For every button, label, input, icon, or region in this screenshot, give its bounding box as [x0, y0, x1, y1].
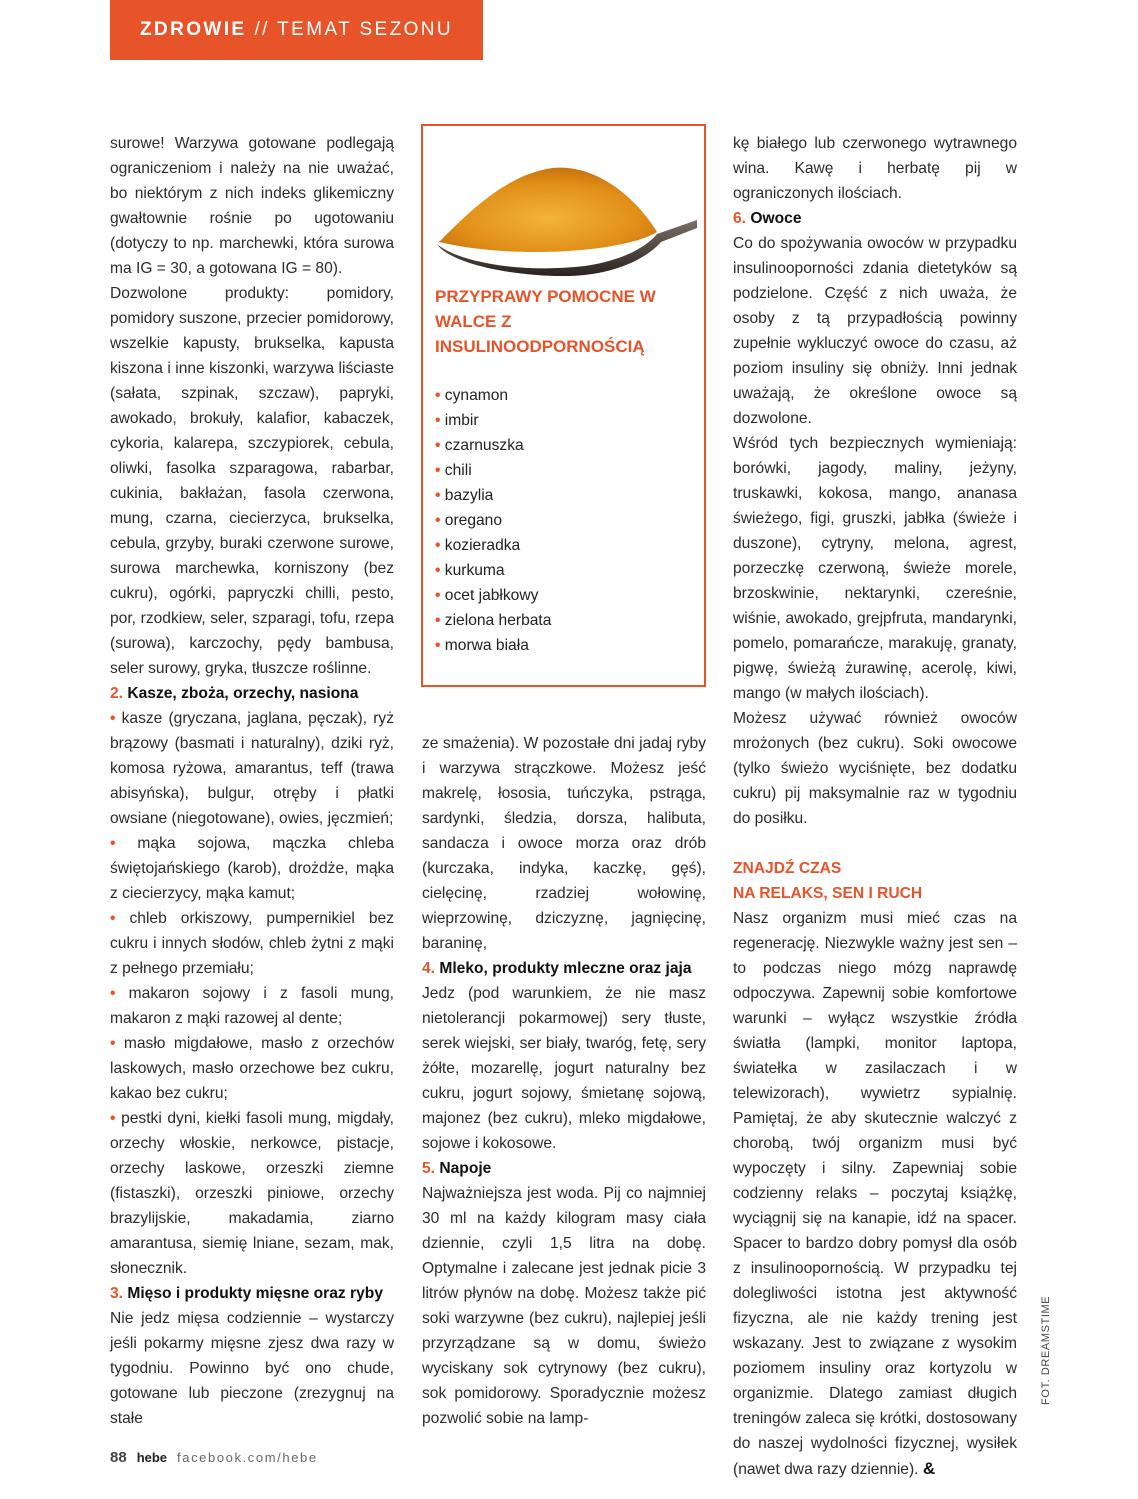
- section-topic: // TEMAT SEZONU: [254, 19, 454, 40]
- facebook-link[interactable]: facebook.com/hebe: [177, 1450, 318, 1465]
- column-3: [733, 131, 1017, 1482]
- turmeric-spoon-image: [435, 156, 697, 276]
- spices-sidebar: [421, 124, 706, 687]
- bullet-item: • mąka sojowa, mączka chleba świętojańskiego (karob), drożdże, mąka z ciecierzycy, mąka kamut;: [110, 831, 394, 906]
- bullet-item: • makaron sojowy i z fasoli mung, makaron z mąki razowej al dente;: [110, 981, 394, 1031]
- section-number: 4.: [422, 960, 436, 977]
- paragraph: kę białego lub czerwonego wytrawnego wina. Kawę i herbatę pij w ograniczonych ilościach.: [733, 135, 1017, 202]
- bullet-item: • pestki dyni, kiełki fasoli mung, migdały, orzechy włoskie, nerkowce, pistacje, orzechy laskowe, orzeszki ziemne (fistaszki), orzeszki piniowe, orzechy brazylijskie, makadamia, ziarno amarantusa, siemię lniane, sezam, mak, słonecznik.: [110, 1106, 394, 1281]
- list-item: • bazylia: [435, 483, 551, 508]
- section-title: Mięso i produkty mięsne oraz ryby: [127, 1285, 383, 1302]
- list-item: • cynamon: [435, 383, 551, 408]
- section-number: 3.: [110, 1285, 124, 1302]
- section-title: Mleko, produkty mleczne oraz jaja: [439, 960, 692, 977]
- paragraph: Co do spożywania owoców w przypadku insulinooporności zdania dietetyków są podzielone. Część z nich uważa, że osoby z tą przypadłością powinny zupełnie wykluczyć owoce do czasu, aż poziom insuliny się obniży. Inni jednak uważają, że określone owoce są dozwolone.: [733, 235, 1017, 427]
- section-header: [110, 0, 483, 60]
- page-footer: [110, 1449, 318, 1466]
- list-item: • zielona herbata: [435, 608, 551, 633]
- list-item: • ocet jabłkowy: [435, 583, 551, 608]
- list-item: • oregano: [435, 508, 551, 533]
- paragraph: Wśród tych bezpiecznych wymieniają: borówki, jagody, maliny, jeżyny, truskawki, kokosa, mango, ananasa świeżego, figi, gruszki, jabłka (świeże i duszone), cytryny, melona, agrest, porzeczkę czerwoną, świeże morele, brzoskwinie, nektarynki, czereśnie, wiśnie, awokado, grejpfruta, mandarynki, pomelo, pomarańcze, marakuję, granaty, pigwę, świeżą żurawinę, acerolę, kiwi, mango (w małych ilościach).: [733, 435, 1017, 702]
- sidebar-title: PRZYPRAWY POMOCNE W WALCE Z INSULINOODPORNOŚCIĄ: [435, 287, 656, 356]
- section-heading: [422, 956, 706, 981]
- magazine-name: hebe: [136, 1450, 168, 1465]
- section-heading: [733, 206, 1017, 231]
- section-heading: [422, 1156, 706, 1181]
- section-title: Napoje: [439, 1160, 492, 1177]
- paragraph: [733, 906, 1017, 1482]
- column-2: [422, 731, 706, 1431]
- list-item: • kozieradka: [435, 533, 551, 558]
- page-number: 88: [110, 1449, 127, 1466]
- relax-heading-line-1: ZNAJDŹ CZAS: [733, 860, 842, 877]
- list-item: • kurkuma: [435, 558, 551, 583]
- list-item: • czarnuszka: [435, 433, 551, 458]
- section-number: 6.: [733, 210, 747, 227]
- relax-heading-line-2: NA RELAKS, SEN I RUCH: [733, 885, 923, 902]
- list-item: • morwa biała: [435, 633, 551, 658]
- paragraph: surowe! Warzywa gotowane podlegają ograniczeniom i należy na nie uważać, bo niektórym z nich indeks glikemiczny gwałtownie rośnie po ugotowaniu (dotyczy to np. marchewki, która surowa ma IG = 30, a gotowana IG = 80).: [110, 135, 394, 277]
- section-number: 2.: [110, 685, 124, 702]
- section-label: ZDROWIE: [139, 19, 247, 40]
- turmeric-powder: [439, 168, 657, 252]
- paragraph: Dozwolone produkty: pomidory, pomidory suszone, przecier pomidorowy, wszelkie kapusty, brukselka, kapusta kiszona i inne kiszonki, warzywa liściaste (sałata, szpinak, szczaw), papryki, awokado, brokuły, kalafior, kabaczek, cykoria, kalarepa, szczypiorek, cebula, oliwki, fasolka szparagowa, rabarbar, cukinia, bakłażan, fasola czerwona, mung, czarna, ciecierzyca, brukselka, cebula, grzyby, buraki czerwone surowe, surowa marchewka, korniszony (bez cukru), ogórki, papryczki chilli, pesto, por, rzodkiew, seler, szparagi, tofu, rzepa (surowa), karczochy, pędy bambusa, seler surowy, gryka, tłuszcze roślinne.: [110, 285, 394, 677]
- paragraph: ze smażenia). W pozostałe dni jadaj ryby i warzywa strączkowe. Możesz jeść makrelę, łososia, tuńczyka, pstrąga, sardynki, śledzia, dorsza, halibuta, sandacza i owoce morza oraz drób (kurczaka, indyka, kaczkę, gęś), cielęcinę, rzadziej wołowinę, wieprzowinę, dziczyznę, jagnięcinę, baraninę,: [422, 735, 706, 952]
- paragraph: Nie jedz mięsa codziennie – wystarczy jeśli pokarmy mięsne zjesz dwa razy w tygodniu. Powinno być ono chude, gotowane lub pieczone (zrezygnuj na stałe: [110, 1310, 394, 1427]
- section-title: Kasze, zboża, orzechy, nasiona: [127, 685, 359, 702]
- list-item: • chili: [435, 458, 551, 483]
- spacer: [733, 831, 1017, 856]
- column-1: [110, 131, 394, 1431]
- section-heading: [110, 1281, 394, 1306]
- section-title: Owoce: [750, 210, 802, 227]
- bullet-item: • chleb orkiszowy, pumpernikiel bez cukru i innych słodów, chleb żytni z mąki z pełnego przemiału;: [110, 906, 394, 981]
- bullet-item: • kasze (gryczana, jaglana, pęczak), ryż brązowy (basmati i naturalny), dziki ryż, komosa ryżowa, amarantus, teff (trawa abisyńska), bulgur, otręby i płatki owsiane (niegotowane), owies, jęczmień;: [110, 706, 394, 831]
- spice-list: [435, 383, 551, 658]
- paragraph-text: Nasz organizm musi mieć czas na regenerację. Niezwykle ważny jest sen – to podczas niego mózg naprawdę odpoczywa. Zapewnij sobie komfortowe warunki – wyłącz wszystkie źródła światła (lampki, monitor laptopa, światełka w zasilaczach i w telewizorach), wywietrz sypialnię. Pamiętaj, że aby skutecznie walczyć z chorobą, twój organizm musi być wypoczęty i silny. Zapewniaj sobie codzienny relaks – poczytaj książkę, wyciągnij się na kanapie, idź na spacer. Spacer to bardzo dobry pomysł dla osób z insulinoopornością. W przypadku tej dolegliwości istotna jest aktywność fizyczna, ale nie każdy trening jest wskazany. Jest to związane z wysokim poziomem insuliny oraz kortyzolu w organizmie. Dlatego zamiast długich treningów zaleca się krótki, dostosowany do naszej wydolności fizycznej, wysiłek (nawet dwa razy dziennie).: [733, 910, 1017, 1478]
- paragraph: Najważniejsza jest woda. Pij co najmniej 30 ml na każdy kilogram masy ciała dziennie, czyli 1,5 litra na dobę. Optymalne i zalecane jest jednak picie 3 litrów płynów na dobę. Możesz także pić soki warzywne (bez cukru), najlepiej jeśli przyrządzane są w domu, świeżo wyciskany sok cytrynowy (bez cukru), sok pomidorowy. Sporadycznie możesz pozwolić sobie na lamp-: [422, 1185, 706, 1427]
- list-item: • imbir: [435, 408, 551, 433]
- end-mark-icon: &: [922, 1459, 936, 1478]
- bullet-item: • masło migdałowe, masło z orzechów laskowych, masło orzechowe bez cukru, kakao bez cukru;: [110, 1031, 394, 1106]
- paragraph: Jedz (pod warunkiem, że nie masz nietolerancji pokarmowej) sery tłuste, serek wiejski, ser biały, twaróg, fetę, sery żółte, mozarellę, jogurt naturalny bez cukru, jogurt sojowy, śmietanę sojową, majonez (bez cukru), mleko migdałowe, sojowe i kokosowe.: [422, 985, 706, 1152]
- photo-credit: FOT. DREAMSTIME: [1040, 1295, 1052, 1405]
- paragraph: Możesz używać również owoców mrożonych (bez cukru). Soki owocowe (tylko świeżo wyciśnięte, bez dodatku cukru) pij maksymalnie raz w tygodniu do posiłku.: [733, 710, 1017, 827]
- section-heading: [110, 681, 394, 706]
- section-number: 5.: [422, 1160, 436, 1177]
